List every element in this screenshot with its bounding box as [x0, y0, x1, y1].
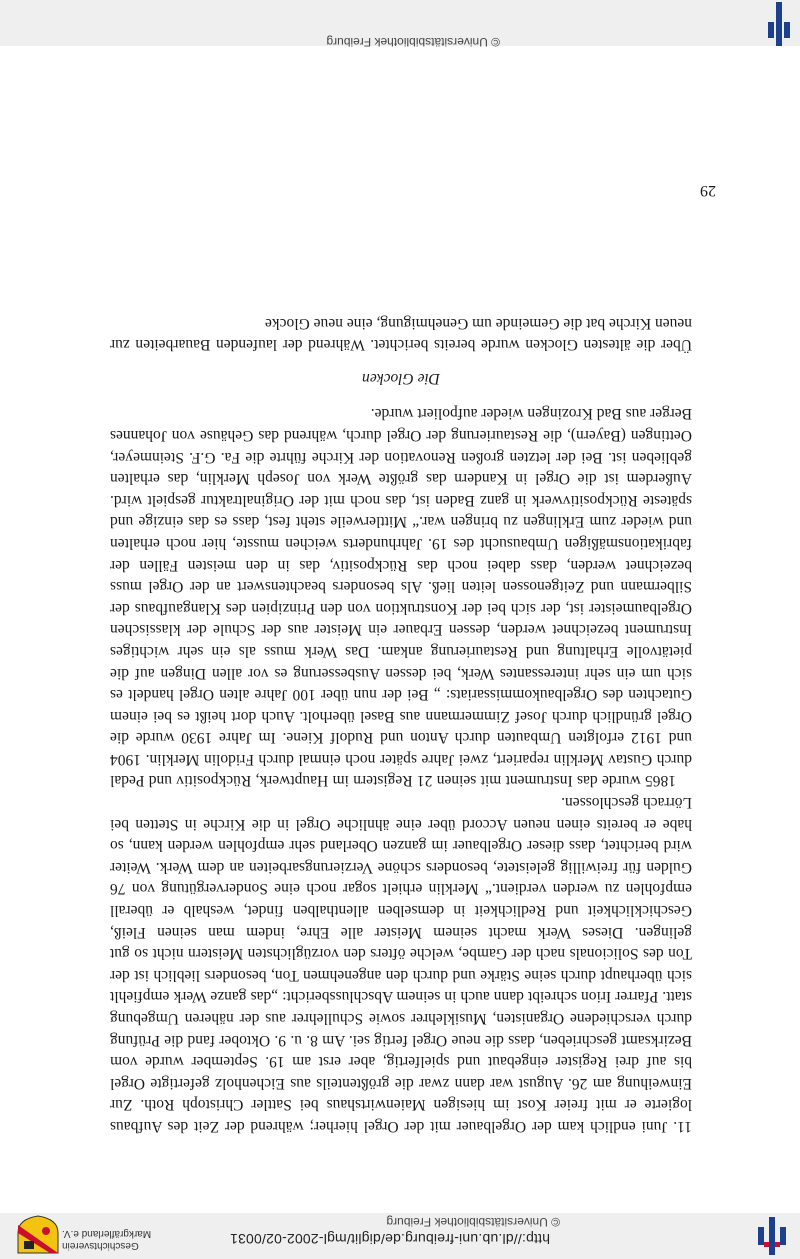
source-url[interactable]: http://dl.ub.uni-freiburg.de/diglit/mgl-2002-02/0031 [229, 1231, 550, 1247]
paragraph: Über die ältesten Glocken wurde bereits berichtet. Während der laufenden Bauarbeiten zur neuen Kirche bat die Gemeinde um Genehmigung, eine neue Glocke [110, 314, 692, 354]
society-name: Geschichtsverein Markgräflerland e.V. [62, 1228, 152, 1251]
university-logo-icon [766, 2, 792, 46]
university-logo-icon [754, 1217, 790, 1255]
paragraph: 11. Juni endlich kam der Orgelbauer mit der Orgel hierher; während der Zeit des Aufbaus logierte er mit freier Kost im hiesigen Maienwirtshaus bei Sattler Christoph Roth. Zur Einweihung am 26. August war dann zwar die größtenteils aus Eichenholz gefertigte Orgel bis auf drei Register eingebaut und spielfertig, aber erst am 19. September wurde vom Bezirksamt geschrieben, dass die neue Orgel fertig sei. Am 8. u. 9. Oktober fand die Prüfung durch verschiedene Organisten, Musiklehrer sowie Schullehrer aus der näheren Umgebung statt. Pfarrer Irion schreibt dann auch in seinem Abschlussbericht: „das ganze Werk empfiehlt sich überhaupt durch seine Stärke und durch den angenehmen Ton, besonders lieblich ist der Ton des Solicionals nach der Gambe, welche öfters den vorzüglichsten Meistern nicht so gut gelingen. Dieses Werk macht seinem Meister alle Ehre, indem man seinen Fleiß, Geschicklichkeit und Redlichkeit in demselben allenthalben findet, weshalb er überall empfohlen zu werden verdient.“ Merklin erhielt sogar noch eine Sondervergütung von 76 Gulden für freiwillig geleistete, besonders schöne Verzierungsarbeiten an dem Werk. Weiter wird berichtet, dass dieser Orgelbauer im ganzen Oberland sehr empfohlen werden kann, so habe er bereits einen neuen Accord über eine ähnliche Orgel in die Kirche in Stetten bei Lörrach geschlossen. [110, 794, 692, 1135]
society-crest-icon [16, 1215, 60, 1255]
footer-copyright: © Universitätsbibliothek Freiburg [326, 35, 500, 49]
copyright-text: © Universitätsbibliothek Freiburg [386, 1215, 560, 1229]
header-bar [0, 1213, 800, 1259]
page-number: 29 [700, 182, 716, 199]
section-heading: Die Glocken [362, 369, 440, 387]
footer-bar [0, 0, 800, 49]
paragraph: 1865 wurde das Instrument mit seinen 21 Registern im Hauptwerk, Rückpositiv und Pedal durch Gustav Merklin repariert, zwei Jahre später noch einmal durch Fridolin Merklin. 1904 und 1912 erfolgten Umbauten durch Anton und Rudolf Kiene. Im Jahre 1930 wurde die Orgel gründlich durch Josef Zimmermann aus Basel überholt. Auch dort heißt es bei einem Gutachten des Orgelbaukommissariats: „ Bei der nun über 100 Jahre alten Orgel handelt es sich um ein sehr interessantes Werk, bei dessen Ausbesserung es vor allen Dingen auf die pietätvolle Erhaltung und Restaurierung ankam. Das Werk muss als ein sehr wichtiges Instrument bezeichnet werden, dessen Erbauer ein Meister aus der Schule der klassischen Orgelbaumeister ist, der sich bei der Konstruktion von den Prinzipien des Klangaufbaus der Silbermann und Zeitgenossen leiten ließ. Als besonders beachtenswert an der Orgel muss bezeichnet werden, dass dabei noch das Rückpositiv, das in den meisten Fällen der fabrikationsmäßigen Umbausucht des 19. Jahrhunderts weichen musste, hier noch erhalten und wieder zum Erklingen zu bringen war.“ Mittlerweile steht fest, dass es das einzige und späteste Rückpositivwerk in ganz Baden ist, das noch mit der Originaltraktur gespielt wird. Außerdem ist die Orgel in Kandern das größte Werk von Joseph Merklin, das erhalten geblieben ist. Bei der letzten großen Renovation der Kirche führte die Fa. G.F. Steinmeyer, Oettingen (Bayern), die Restaurierung der Orgel durch, während das Gehäuse von Johannes Berger aus Bad Krozingen wieder aufpoliert wurde. [110, 405, 692, 790]
body-text [110, 312, 692, 1137]
